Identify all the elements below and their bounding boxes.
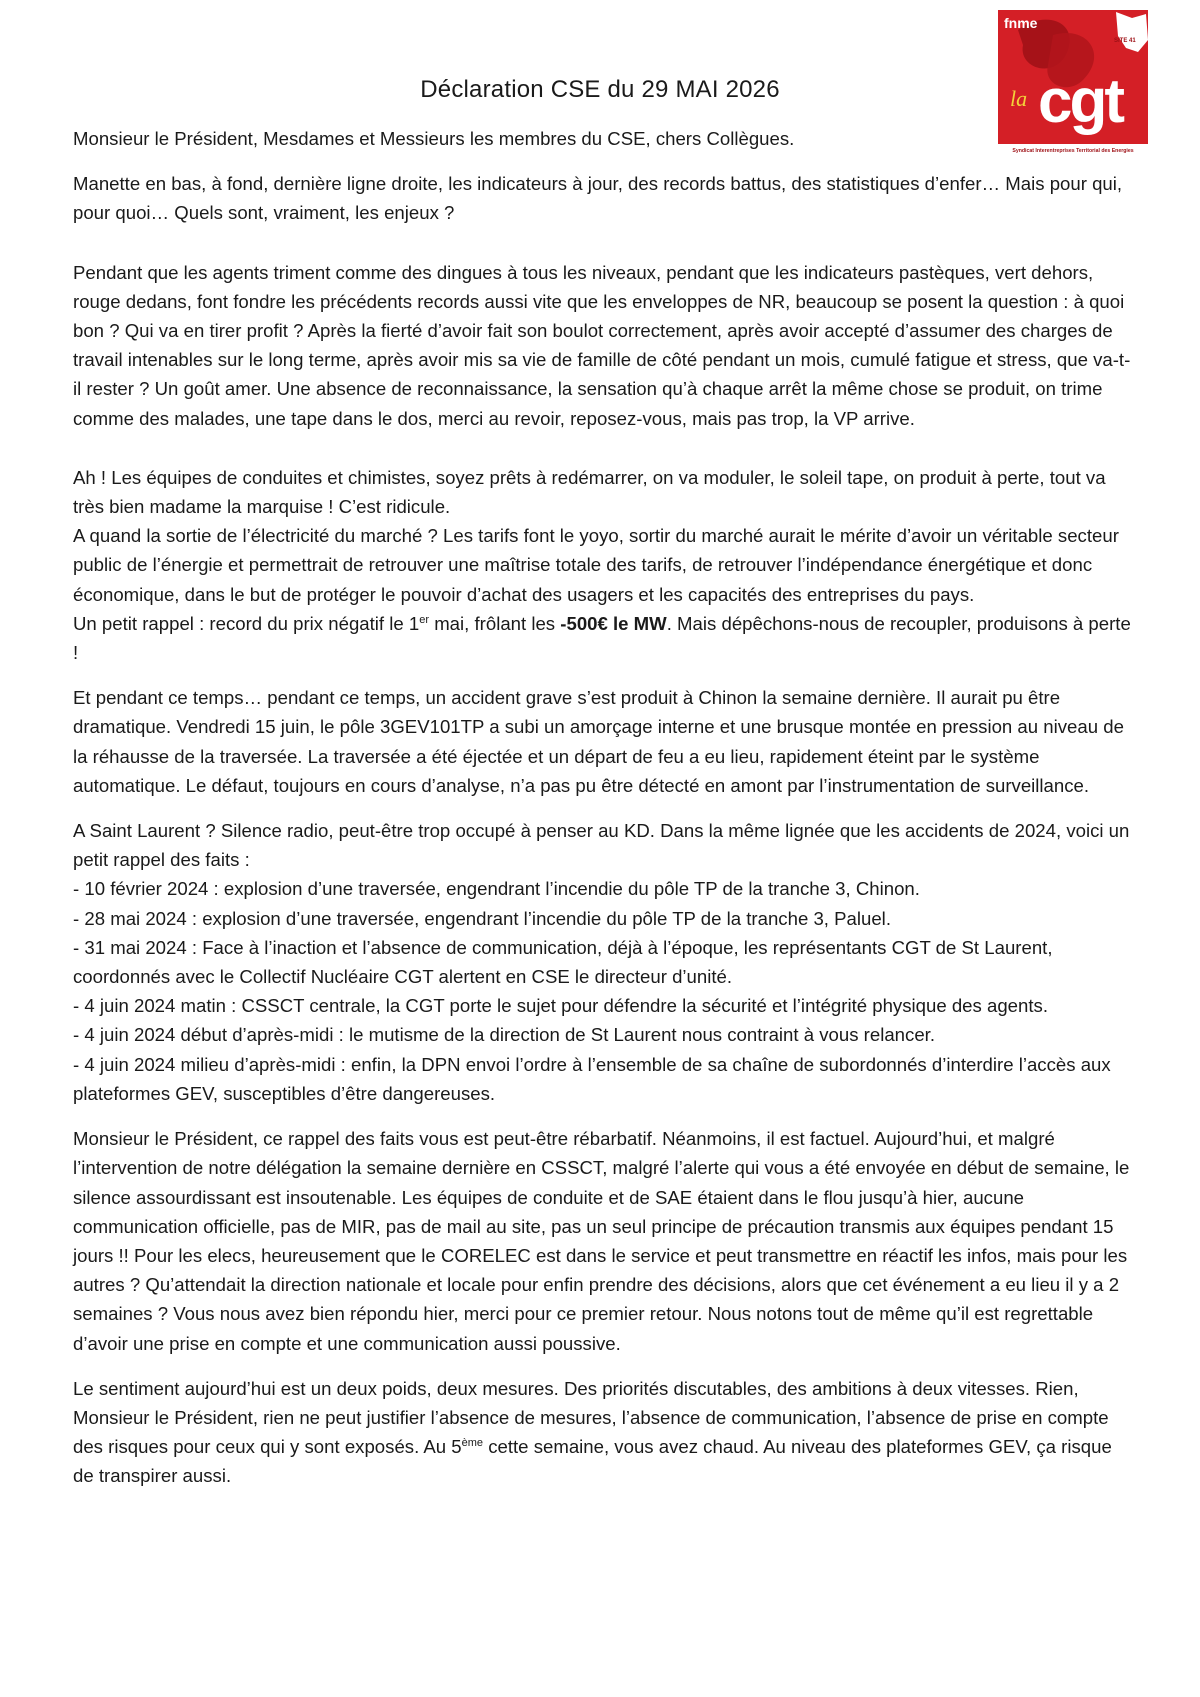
fact-item: - 31 mai 2024 : Face à l’inaction et l’absence de communication, déjà à l’époque, les représentants CGT de St Laurent, coordonnés avec le Collectif Nucléaire CGT alertent en CSE le directeur d’unité.: [73, 936, 1053, 988]
superscript-eme: ème: [461, 1436, 484, 1449]
logo-fnme-text: fnme: [1004, 15, 1038, 31]
paragraph-7-end: cette semaine, vous avez chaud. Au niveau des plateformes GEV, ça risque de transpirer aussi.: [73, 1436, 1112, 1487]
paragraph-6: Monsieur le Président, ce rappel des faits vous est peut-être rébarbatif. Néanmoins, il est factuel. Aujourd’hui, et malgré l’intervention de notre délégation la semaine dernière en CSSCT, malgré l’alerte qui vous a été envoyée en début de semaine, le silence assourdissant est insoutenable. Les équipes de conduite et de SAE étaient dans le flou jusqu’à hier, aucune communication officielle, pas de MIR, pas de mail au site, pas un seul principe de précaution transmis aux équipes pendant 15 jours !! Pour les elecs, heureusement que le CORELEC est dans le service et peut transmettre en réactif les infos, mais pour les autres ? Qu’attendait la direction nationale et locale pour enfin prendre des décisions, alors que cet événement a eu lieu il y a 2 semaines ? Vous nous avez bien répondu hier, merci pour ce premier retour. Nous notons tout de même qu’il est regrettable d’avoir une prise en compte et une communication aussi poussive.: [73, 1128, 1130, 1354]
page-title: Déclaration CSE du 29 MAI 2026: [420, 76, 780, 103]
price-highlight: -500€ le MW: [560, 612, 667, 634]
paragraph-5: [73, 816, 1135, 1108]
rappel-text-mid: mai, frôlant les: [429, 612, 561, 634]
fact-item: - 4 juin 2024 milieu d’après-midi : enfin, la DPN envoi l’ordre à l’ensemble de sa chaîne de subordonnés d’interdire l’accès aux plateformes GEV, susceptibles d’être dangereuses.: [73, 1053, 1111, 1104]
declaration-body: [73, 124, 1135, 1507]
superscript-er: er: [419, 613, 430, 626]
paragraph-3-part-a: Ah ! Les équipes de conduites et chimistes, soyez prêts à redémarrer, on va moduler, le soleil tape, on produit à perte, tout va très bien madame la marquise ! C’est ridicule.: [73, 466, 1106, 518]
fact-item: - 28 mai 2024 : explosion d’une traversée, engendrant l’incendie du pôle TP de la tranche 3, Paluel.: [73, 907, 891, 929]
paragraph-3-part-b: A quand la sortie de l’électricité du marché ? Les tarifs font le yoyo, sortir du marché aurait le mérite d’avoir un véritable secteur public de l’énergie et permettrait de retrouver une maîtrise totale des tarifs, de retrouver l’indépendance énergétique et donc économique, dans le but de protéger le pouvoir d’achat des usagers et les capacités des entreprises du pays.: [73, 525, 1119, 605]
fact-item: - 10 février 2024 : explosion d’une traversée, engendrant l’incendie du pôle TP de la tranche 3, Chinon.: [73, 878, 920, 900]
paragraph-3-part-c: [73, 609, 1135, 667]
logo-la-text: la: [1010, 86, 1028, 111]
paragraph-7-start: Le sentiment aujourd’hui est un deux poids, deux mesures. Des priorités discutables, des ambitions à deux vitesses. Rien, Monsieur le Président, rien ne peut justifier l’absence de mesures, l’absence de communication, l’absence de prise en compte des risques pour ceux qui y sont exposés. Au 5: [73, 1377, 1109, 1458]
fact-item: - 4 juin 2024 matin : CSSCT centrale, la CGT porte le sujet pour défendre la sécurité et l’intégrité physique des agents.: [73, 995, 1048, 1017]
rappel-text-end: . Mais dépêchons-nous de recoupler, produisons à perte !: [73, 612, 1131, 664]
paragraph-2: Pendant que les agents triment comme des dingues à tous les niveaux, pendant que les indicateurs pastèques, vert dehors, rouge dedans, font fondre les précédents records aussi vite que les enveloppes de NR, beaucoup se posent la question : à quoi bon ? Qui va en tirer profit ? Après la fierté d’avoir fait son boulot correctement, après avoir accepté d’assumer des charges de travail intenables sur le long terme, après avoir mis sa vie de famille de côté pendant un mois, cumulé fatigue et stress, que va-t-il rester ? Un goût amer. Une absence de reconnaissance, la sensation qu’à chaque arrêt la même chose se produit, on trime comme des malades, une tape dans le dos, merci au revoir, reposez-vous, mais pas trop, la VP arrive.: [73, 261, 1131, 429]
salutation: Monsieur le Président, Mesdames et Messieurs les membres du CSE, chers Collègues.: [73, 128, 795, 149]
logo-cgt-text: cgt: [1038, 67, 1122, 136]
paragraph-4: Et pendant ce temps… pendant ce temps, un accident grave s’est produit à Chinon la semaine dernière. Il aurait pu être dramatique. Vendredi 15 juin, le pôle 3GEV101TP a subi un amorçage interne et une brusque montée en pression au niveau de la réhausse de la traversée. La traversée a été éjectée et un départ de feu a eu lieu, rapidement éteint par le système automatique. Le défaut, toujours en cours d’analyse, n’a pas pu être détecté en amont par l’instrumentation de surveillance.: [73, 687, 1124, 796]
paragraph-7: [73, 1374, 1135, 1491]
logo-subtitle-text: Syndicat Interentreprises Territorial des Energies: [1012, 148, 1134, 154]
logo-site-text: SITE 41: [1114, 38, 1136, 44]
paragraph-3: [73, 463, 1135, 667]
rappel-text-start: Un petit rappel : record du prix négatif le 1: [73, 612, 420, 634]
facts-intro: A Saint Laurent ? Silence radio, peut-être trop occupé à penser au KD. Dans la même lignée que les accidents de 2024, voici un petit rappel des faits :: [73, 820, 1130, 871]
fact-item: - 4 juin 2024 début d’après-midi : le mutisme de la direction de St Laurent nous contraint à vous relancer.: [73, 1024, 935, 1046]
paragraph-1: Manette en bas, à fond, dernière ligne droite, les indicateurs à jour, des records battus, des statistiques d’enfer… Mais pour qui, pour quoi… Quels sont, vraiment, les enjeux ?: [73, 173, 1123, 224]
